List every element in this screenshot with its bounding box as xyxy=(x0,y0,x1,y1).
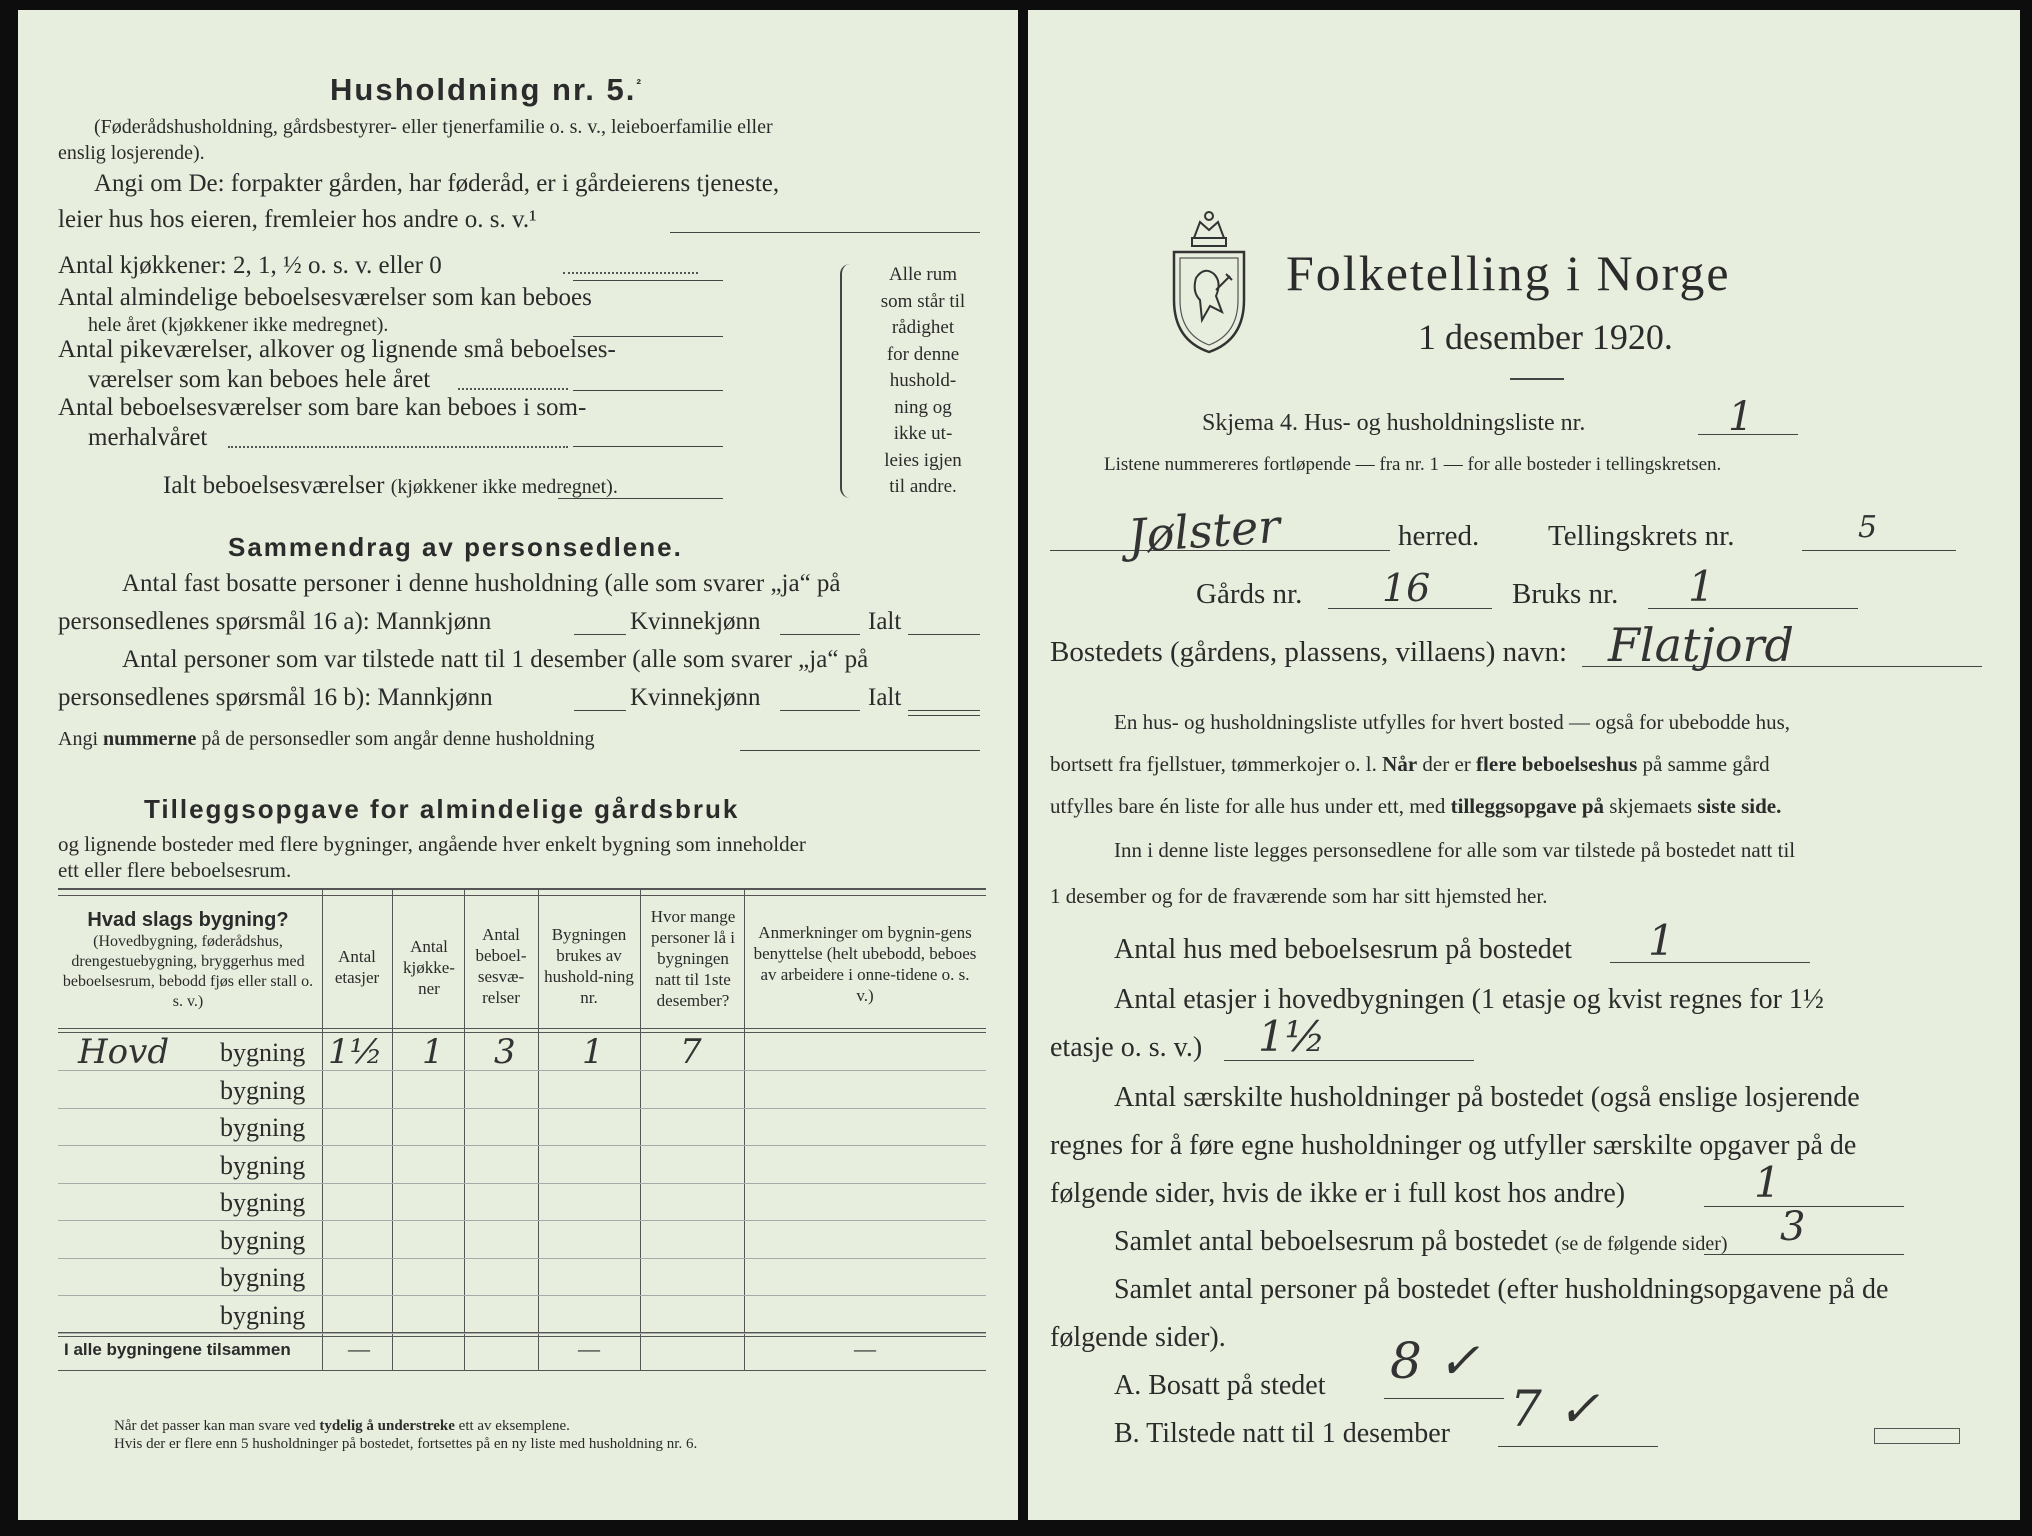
brace-note: Alle rum som står til rådighet for denne hushold- ning og ikke ut- leies igjen til andre. xyxy=(880,264,966,497)
hw-floors: 1½ xyxy=(1258,1012,1326,1061)
q-houses: Antal hus med beboelsesrum på bostedet xyxy=(1114,934,1573,965)
q-tilstede: B. Tilstede natt til 1 desember xyxy=(1114,1418,1450,1449)
total-label: I alle bygningene tilsammen xyxy=(64,1340,291,1359)
left-page xyxy=(18,10,1018,1520)
hw-list-number: 1 xyxy=(1728,394,1754,440)
row-label-bygning: bygning xyxy=(220,1225,306,1255)
table-row xyxy=(58,1297,986,1334)
rooms-maid-1: Antal pikeværelser, alkover og lignende små beboelses- xyxy=(58,336,616,363)
summary-1a: Antal fast bosatte personer i denne husholdning (alle som svarer „ja“ på xyxy=(122,570,841,597)
census-date: 1 desember 1920. xyxy=(1418,317,1673,357)
hw-personer: 7 xyxy=(680,1032,702,1072)
q-households-1: Antal særskilte husholdninger på bostedet (også enslige losjerende xyxy=(1114,1082,1860,1113)
col-kjokken-header: Antal kjøkke-ner xyxy=(403,937,455,998)
hw-herred: Jølster xyxy=(1126,498,1282,564)
rooms-total: Ialt beboelsesværelser (kjøkkener ikke medregnet). xyxy=(163,472,618,499)
summary-1-kvinne: Kvinnekjønn xyxy=(630,608,761,635)
intro-paren-2: enslig losjerende). xyxy=(58,142,205,164)
row-label-bygning: bygning xyxy=(220,1188,306,1217)
row-label-bygning: bygning xyxy=(220,1038,306,1067)
row-label-bygning: bygning xyxy=(220,1113,306,1142)
brace xyxy=(840,264,856,498)
bostedets-label: Bostedets (gårdens, plassens, villaens) navn: xyxy=(1050,636,1568,668)
hw-tellingskrets: 5 xyxy=(1858,510,1878,545)
rooms-summer-1: Antal beboelsesværelser som bare kan beboes i som- xyxy=(58,394,587,421)
angi-line-1: Angi om De: forpakter gården, har føderåd, er i gårdeierens tjeneste, xyxy=(94,170,780,197)
hw-kjokken: 1 xyxy=(422,1032,444,1072)
table-row xyxy=(58,1184,986,1221)
rooms-kitchens: Antal kjøkkener: 2, 1, ½ o. s. v. eller 0 xyxy=(58,252,442,279)
hw-bostedets: Flatjord xyxy=(1608,618,1794,672)
q-floors-1: Antal etasjer i hovedbygningen (1 etasje og kvist regnes for 1½ xyxy=(1114,984,1824,1015)
household-title: Husholdning nr. 5.$^{^2}$ xyxy=(330,72,644,107)
angi-nummerne: Angi nummerne på de personsedler som angår denne husholdning xyxy=(58,728,595,750)
q-rooms-total: Samlet antal beboelsesrum på bostedet (se de følgende sider) xyxy=(1114,1226,1728,1257)
summary-2a: Antal personer som var tilstede natt til 1 desember (alle som svarer „ja“ på xyxy=(122,646,869,673)
col-etasjer-header: Antal etasjer xyxy=(334,947,380,987)
hw-bosatt: 8 ✓ xyxy=(1390,1332,1480,1390)
col-type-header: Hvad slags bygning? (Hovedbygning, føderådshus, drengestuebygning, bryggerhus med beboelsesrum, bebodd fjøs eller stall o. s. v.) xyxy=(62,909,314,1010)
bruks-label: Bruks nr. xyxy=(1512,578,1619,610)
building-table xyxy=(58,888,986,1388)
para-1-line-2: bortsett fra fjellstuer, tømmerkojer o. l. Når der er flere beboelseshus på samme gård xyxy=(1050,752,1770,776)
row-label-bygning: bygning xyxy=(220,1075,306,1105)
hw-houses: 1 xyxy=(1648,916,1675,965)
rooms-ordinary-2: hele året (kjøkkener ikke medregnet). xyxy=(88,314,389,336)
footnote-1: Når det passer kan man svare ved tydelig å understreke ett av eksemplene. xyxy=(114,1418,570,1434)
intro-paren-1: (Føderådshusholdning, gårdsbestyrer- eller tjenerfamilie o. s. v., leieboerfamilie eller xyxy=(94,116,773,138)
q-persons-1: Samlet antal personer på bostedet (efter husholdningsopgavene på de xyxy=(1114,1274,1889,1305)
table-row xyxy=(58,1109,986,1146)
total-anmerkninger-dash: — xyxy=(854,1336,876,1361)
table-row xyxy=(58,1222,986,1259)
table-row xyxy=(58,1147,986,1184)
listene-note: Listene nummereres fortløpende — fra nr. 1 — for alle bosteder i tellingskretsen. xyxy=(1104,454,1722,475)
q-floors-2: etasje o. s. v.) xyxy=(1050,1032,1203,1063)
table-row xyxy=(58,1072,986,1109)
footnote-2: Hvis der er flere enn 5 husholdninger på bostedet, fortsettes på en ny liste med husholdning nr. 6. xyxy=(114,1436,698,1452)
main-title: Folketelling i Norge xyxy=(1286,245,1731,301)
total-husholdning-dash: — xyxy=(578,1336,600,1361)
para-2-line-2: 1 desember og for de fraværende som har sitt hjemsted her. xyxy=(1050,884,1548,908)
herred-label: herred. xyxy=(1398,520,1480,552)
table-row xyxy=(58,1034,986,1071)
hw-tilstede: 7 ✓ xyxy=(1510,1380,1600,1438)
hw-husholdning: 1 xyxy=(582,1032,604,1072)
row-label-bygning: bygning xyxy=(220,1300,306,1330)
summary-2b: personsedlenes spørsmål 16 b): Mannkjønn xyxy=(58,684,493,711)
right-page xyxy=(1028,10,2020,1520)
summary-2-ialt: Ialt xyxy=(868,684,902,711)
hw-etasjer: 1½ xyxy=(328,1032,383,1072)
gards-label: Gårds nr. xyxy=(1196,578,1303,610)
hw-gards: 16 xyxy=(1382,566,1431,610)
summary-1b: personsedlenes spørsmål 16 a): Mannkjønn xyxy=(58,608,492,635)
tillegg-line-2: ett eller flere beboelsesrum. xyxy=(58,858,292,882)
angi-line-2: leier hus hos eieren, fremleier hos andre o. s. v.¹ xyxy=(58,206,537,233)
hw-vaerelser: 3 xyxy=(494,1032,516,1072)
rooms-maid-2: værelser som kan beboes hele året xyxy=(88,366,431,393)
tillegg-line-1: og lignende bosteder med flere bygninger, angående hver enkelt bygning som inneholder xyxy=(58,832,806,856)
col-husholdning-header: Bygningen brukes av hushold-ning nr. xyxy=(544,925,634,1007)
tellingskrets-label: Tellingskrets nr. xyxy=(1548,520,1735,552)
coat-of-arms-icon xyxy=(1164,200,1254,360)
summary-2-kvinne: Kvinnekjønn xyxy=(630,684,761,711)
printer-stamp xyxy=(1874,1428,1960,1444)
col-vaerelser-header: Antal beboel-sesvæ-relser xyxy=(475,925,527,1007)
q-bosatt: A. Bosatt på stedet xyxy=(1114,1370,1326,1401)
tillegg-title: Tilleggsopgave for almindelige gårdsbruk xyxy=(144,794,740,824)
q-persons-2: følgende sider). xyxy=(1050,1322,1226,1353)
skjema-line: Skjema 4. Hus- og husholdningsliste nr. xyxy=(1202,410,1586,436)
summary-1-ialt: Ialt xyxy=(868,608,902,635)
para-1-line-3: utfylles bare én liste for alle hus under ett, med tilleggsopgave på skjemaets siste side. xyxy=(1050,794,1782,818)
hw-households: 1 xyxy=(1754,1158,1781,1207)
para-1-line-1: En hus- og husholdningsliste utfylles for hvert bosted — også for ubebodde hus, xyxy=(1114,710,1790,734)
q-households-2: regnes for å føre egne husholdninger og utfyller særskilte opgaver på de xyxy=(1050,1130,1857,1161)
hw-bruks: 1 xyxy=(1688,562,1715,611)
rooms-ordinary-1: Antal almindelige beboelsesværelser som kan beboes xyxy=(58,284,592,311)
row-label-bygning: bygning xyxy=(220,1150,306,1180)
total-etasjer-dash: — xyxy=(348,1336,370,1361)
row-label-bygning: bygning xyxy=(220,1263,306,1292)
col-anmerkninger-header: Anmerkninger om bygnin-gens benyttelse (helt ubebodd, beboes av arbeidere i onne-tidene o. s. v.) xyxy=(753,923,977,1005)
hw-building-type: Hovd xyxy=(78,1032,170,1072)
para-2-line-1: Inn i denne liste legges personsedlene for alle som var tilstede på bostedet natt til xyxy=(1114,838,1796,862)
hw-rooms-total: 3 xyxy=(1780,1204,1806,1250)
col-personer-header: Hvor mange personer lå i bygningen natt til 1ste desember? xyxy=(650,907,736,1010)
summary-title: Sammendrag av personsedlene. xyxy=(228,532,683,562)
rooms-summer-2: merhalvåret xyxy=(88,424,208,451)
table-row xyxy=(58,1259,986,1296)
q-households-3: følgende sider, hvis de ikke er i full kost hos andre) xyxy=(1050,1178,1626,1209)
